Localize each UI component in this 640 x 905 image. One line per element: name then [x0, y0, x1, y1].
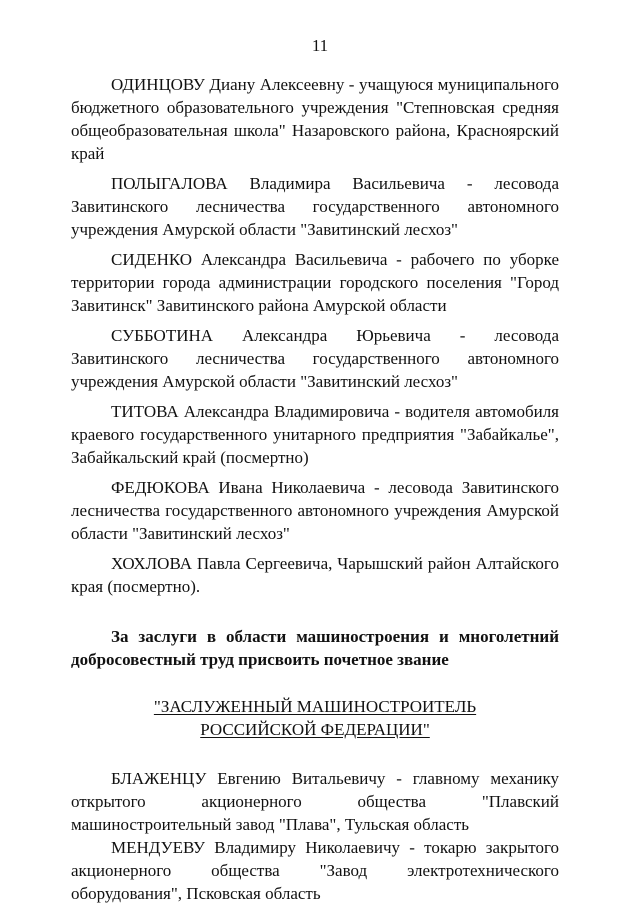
awardee-list-2	[71, 767, 559, 905]
awardee-entry: ХОХЛОВА Павла Сергеевича, Чарышский район Алтайского края (посмертно).	[71, 554, 559, 596]
awardee-entry: БЛАЖЕНЦУ Евгению Витальевичу - главному механику открытого акционерного общества "Плавский машиностроительный завод "Плава", Тульская область	[71, 769, 559, 834]
awardee-entry: ФЕДЮКОВА Ивана Николаевича - лесовода Завитинского лесничества государственного автономного учреждения Амурской области "Завитинский лесхоз"	[71, 478, 559, 543]
awardee-list-1	[71, 73, 559, 598]
awardee-entry: СУББОТИНА Александра Юрьевича - лесовода Завитинского лесничества государственного автономного учреждения Амурской области "Завитинский лесхоз"	[71, 326, 559, 391]
document-body	[71, 73, 559, 905]
awardee-entry: ПОЛЫГАЛОВА Владимира Васильевича - лесовода Завитинского лесничества государственного автономного учреждения Амурской области "Завитинский лесхоз"	[71, 174, 559, 239]
honorary-title-line-1: "ЗАСЛУЖЕННЫЙ МАШИНОСТРОИТЕЛЬ	[153, 697, 477, 716]
honorary-title	[71, 695, 559, 741]
awardee-entry: ОДИНЦОВУ Диану Алексеевну - учащуюся муниципального бюджетного образовательного учреждения "Степновская средняя общеобразовательная школа" Назаровского района, Красноярский край	[71, 75, 559, 163]
awardee-entry: МЕНДУЕВУ Владимиру Николаевичу - токарю закрытого акционерного общества "Завод электротехнического оборудования", Псковская область	[71, 838, 559, 903]
honorary-title-line-2: РОССИЙСКОЙ ФЕДЕРАЦИИ"	[200, 720, 430, 739]
page-number: 11	[311, 36, 329, 55]
awardee-entry: ТИТОВА Александра Владимировича - водителя автомобиля краевого государственного унитарного предприятия "Забайкалье", Забайкальский край (посмертно)	[71, 402, 559, 467]
awardee-entry: СИДЕНКО Александра Васильевича - рабочего по уборке территории города администрации городского поселения "Город Завитинск" Завитинского района Амурской области	[71, 250, 559, 315]
decree-paragraph: За заслуги в области машиностроения и многолетний добросовестный труд присвоить почетное звание	[71, 627, 559, 669]
